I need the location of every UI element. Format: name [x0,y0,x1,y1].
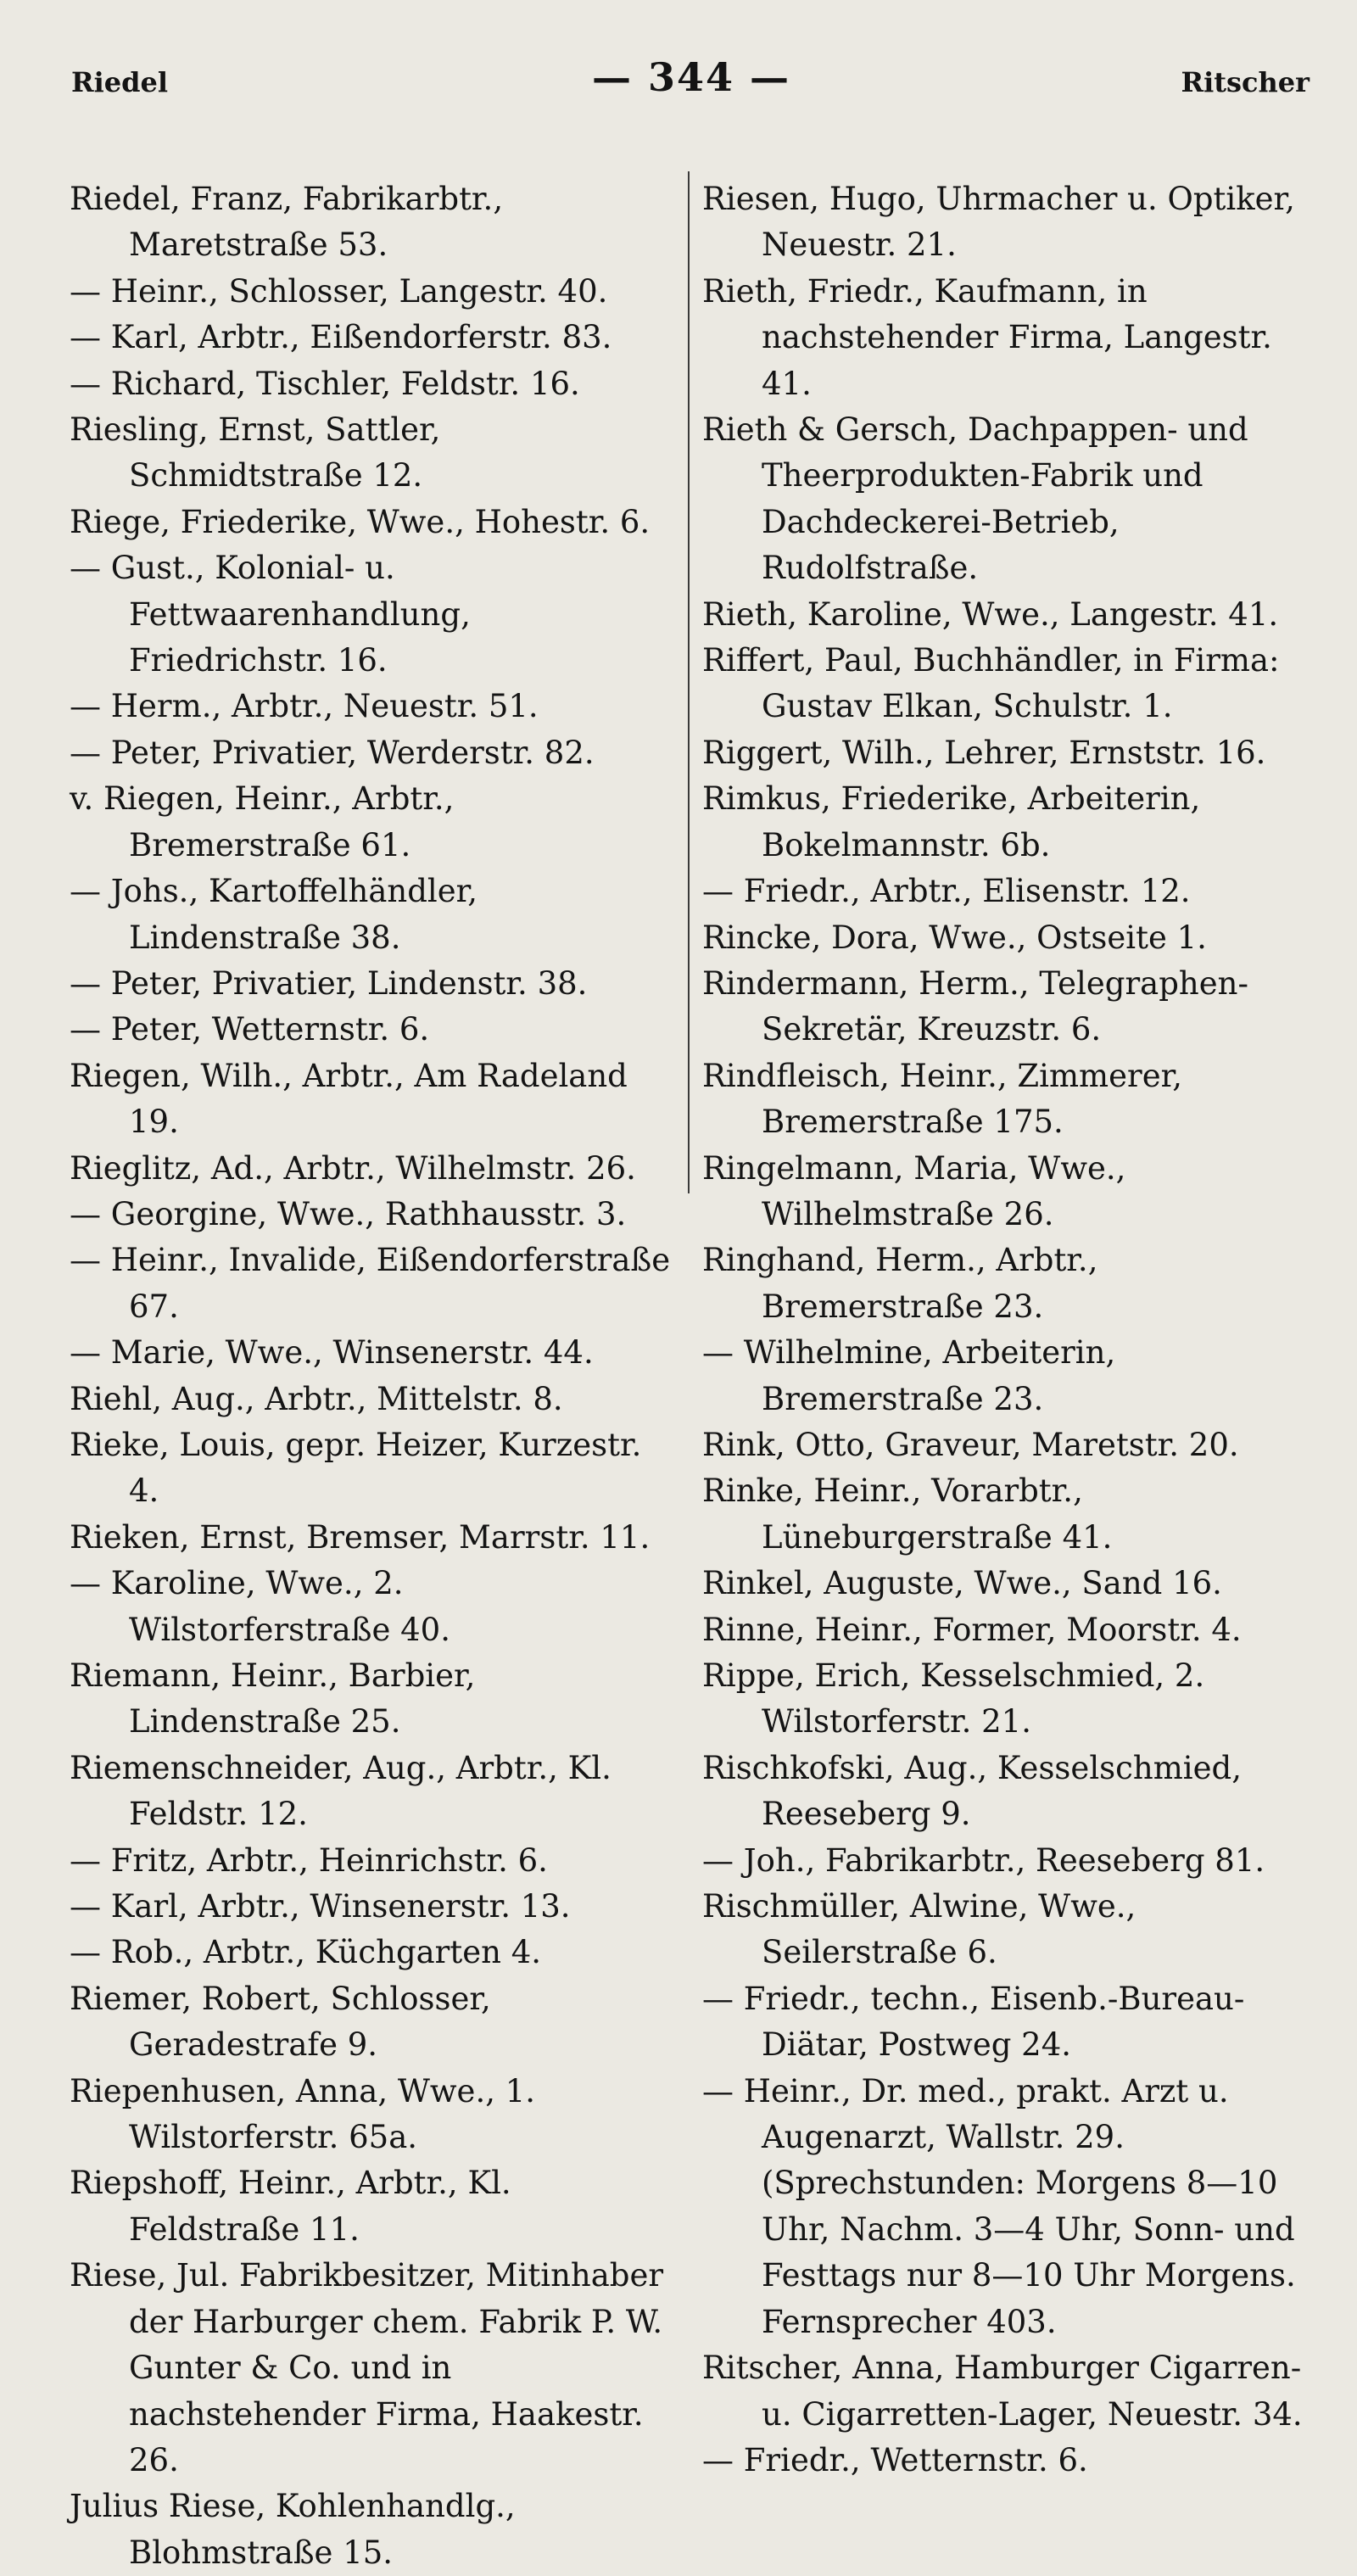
directory-entry: Rieth, Friedr., Kaufmann, in nachstehender Firma, Langestr. 41. [702,272,1272,402]
directory-entry: Julius Riese, Kohlenhandlg., Blohmstraße 15. [70,2488,516,2571]
directory-entry: Rischkofski, Aug., Kesselschmied, Reeseberg 9. [702,1749,1242,1833]
directory-entry: Riffert, Paul, Buchhändler, in Firma: Gustav Elkan, Schulstr. 1. [702,642,1280,725]
page-header [70,41,1313,117]
directory-entry: — Heinr., Schlosser, Langestr. 40. [70,272,608,310]
directory-entry: — Fritz, Arbtr., Heinrichstr. 6. [70,1841,548,1879]
header-right-keyword: Ritscher [1181,66,1310,98]
directory-entry: Rink, Otto, Graveur, Maretstr. 20. [702,1426,1239,1463]
directory-entry: Riemenschneider, Aug., Arbtr., Kl. Feldstr. 12. [70,1749,611,1833]
directory-entry: Riese, Jul. Fabrikbesitzer, Mitinhaber der Harburger chem. Fabrik P. W. Gunter & Co. und in nachstehender Firma, Haakestr. 26. [70,2257,664,2478]
directory-entry: Riedel, Franz, Fabrikarbtr., Maretstraße 53. [70,181,504,264]
directory-entry: Rieglitz, Ad., Arbtr., Wilhelmstr. 26. [70,1149,636,1187]
directory-entry: Rieth, Karoline, Wwe., Langestr. 41. [702,595,1279,633]
directory-entry: — Peter, Wetternstr. 6. [70,1011,430,1048]
directory-entry: Rincke, Dora, Wwe., Ostseite 1. [702,919,1207,956]
directory-entry: Rippe, Erich, Kesselschmied, 2. Wilstorferstr. 21. [702,1657,1205,1741]
directory-entry: — Johs., Kartoffelhändler, Lindenstraße 38. [70,873,478,956]
directory-entry: Rinke, Heinr., Vorarbtr., Lüneburgerstraße 41. [702,1472,1113,1556]
directory-entry: Riegen, Wilh., Arbtr., Am Radeland 19. [70,1057,628,1141]
directory-entry: — Wilhelmine, Arbeiterin, Bremerstraße 23. [702,1334,1116,1417]
directory-entry: — Peter, Privatier, Werderstr. 82. [70,734,595,771]
directory-entry: — Friedr., Wetternstr. 6. [702,2441,1088,2478]
directory-entry: — Richard, Tischler, Feldstr. 16. [70,365,580,402]
directory-columns [70,176,1313,2576]
directory-entry: — Herm., Arbtr., Neuestr. 51. [70,688,539,725]
directory-entry: Riege, Friederike, Wwe., Hohestr. 6. [70,503,651,540]
directory-entry: Ringhand, Herm., Arbtr., Bremerstraße 23. [702,1242,1098,1325]
directory-entry: — Friedr., Arbtr., Elisenstr. 12. [702,873,1191,910]
right-column [702,176,1307,2576]
directory-entry: Rischmüller, Alwine, Wwe., Seilerstraße 6. [702,1888,1136,1971]
directory-entry: Rindermann, Herm., Telegraphen-Sekretär, Kreuzstr. 6. [702,964,1248,1048]
directory-entry: Riehl, Aug., Arbtr., Mittelstr. 8. [70,1380,563,1417]
directory-entry: v. Riegen, Heinr., Arbtr., Bremerstraße 61. [70,780,455,863]
directory-entry: Rieken, Ernst, Bremser, Marrstr. 11. [70,1518,651,1556]
directory-entry: — Heinr., Dr. med., prakt. Arzt u. Augenarzt, Wallstr. 29. (Sprechstunden: Morgens 8—10 Uhr, Nachm. 3—4 Uhr, Sonn- und Festtags nur 8—10 Uhr Morgens. Fernsprecher 403. [702,2072,1296,2340]
left-column [70,176,674,2576]
directory-entry: — Heinr., Invalide, Eißendorferstraße 67. [70,1242,671,1325]
directory-entry: Riemer, Robert, Schlosser, Geradestrafe 9. [70,1980,491,2064]
directory-entry: Rimkus, Friederike, Arbeiterin, Bokelmannstr. 6b. [702,780,1201,863]
directory-entry: Riemann, Heinr., Barbier, Lindenstraße 25. [70,1657,476,1741]
directory-entry: — Rob., Arbtr., Küchgarten 4. [70,1934,542,1971]
directory-entry: Riesen, Hugo, Uhrmacher u. Optiker, Neuestr. 21. [702,181,1295,264]
directory-entry: Riepenhusen, Anna, Wwe., 1. Wilstorferstr. 65a. [70,2072,536,2156]
directory-entry: — Peter, Privatier, Lindenstr. 38. [70,964,588,1002]
directory-entry: Riepshoff, Heinr., Arbtr., Kl. Feldstraße 11. [70,2165,511,2248]
directory-entry: — Karl, Arbtr., Eißendorferstr. 83. [70,319,612,356]
directory-entry: — Georgine, Wwe., Rathhausstr. 3. [70,1195,627,1232]
page-number: — 344 — [591,54,791,100]
column-divider [688,171,690,1193]
directory-entry: Rinne, Heinr., Former, Moorstr. 4. [702,1611,1242,1648]
directory-entry: — Marie, Wwe., Winsenerstr. 44. [70,1334,594,1372]
directory-entry: Ritscher, Anna, Hamburger Cigarren- u. Cigarretten-Lager, Neuestr. 34. [702,2350,1303,2433]
directory-entry: Rieke, Louis, gepr. Heizer, Kurzestr. 4. [70,1426,642,1510]
directory-entry: Rindfleisch, Heinr., Zimmerer, Bremerstraße 175. [702,1057,1182,1141]
directory-entry: — Gust., Kolonial- u. Fettwaarenhandlung, Friedrichstr. 16. [70,550,471,679]
directory-entry: — Karoline, Wwe., 2. Wilstorferstraße 40. [70,1565,450,1648]
directory-entry: — Friedr., techn., Eisenb.-Bureau-Diätar, Postweg 24. [702,1980,1245,2064]
header-left-keyword: Riedel [71,66,168,98]
directory-entry: Rinkel, Auguste, Wwe., Sand 16. [702,1565,1222,1602]
directory-entry: — Joh., Fabrikarbtr., Reeseberg 81. [702,1841,1265,1879]
directory-entry: — Karl, Arbtr., Winsenerstr. 13. [70,1888,571,1925]
directory-entry: Riesling, Ernst, Sattler, Schmidtstraße 12. [70,411,441,495]
directory-entry: Riggert, Wilh., Lehrer, Ernststr. 16. [702,734,1266,771]
directory-entry: Rieth & Gersch, Dachpappen- und Theerprodukten-Fabrik und Dachdeckerei-Betrieb, Rudolfstraße. [702,411,1248,587]
directory-entry: Ringelmann, Maria, Wwe., Wilhelmstraße 26. [702,1149,1126,1232]
